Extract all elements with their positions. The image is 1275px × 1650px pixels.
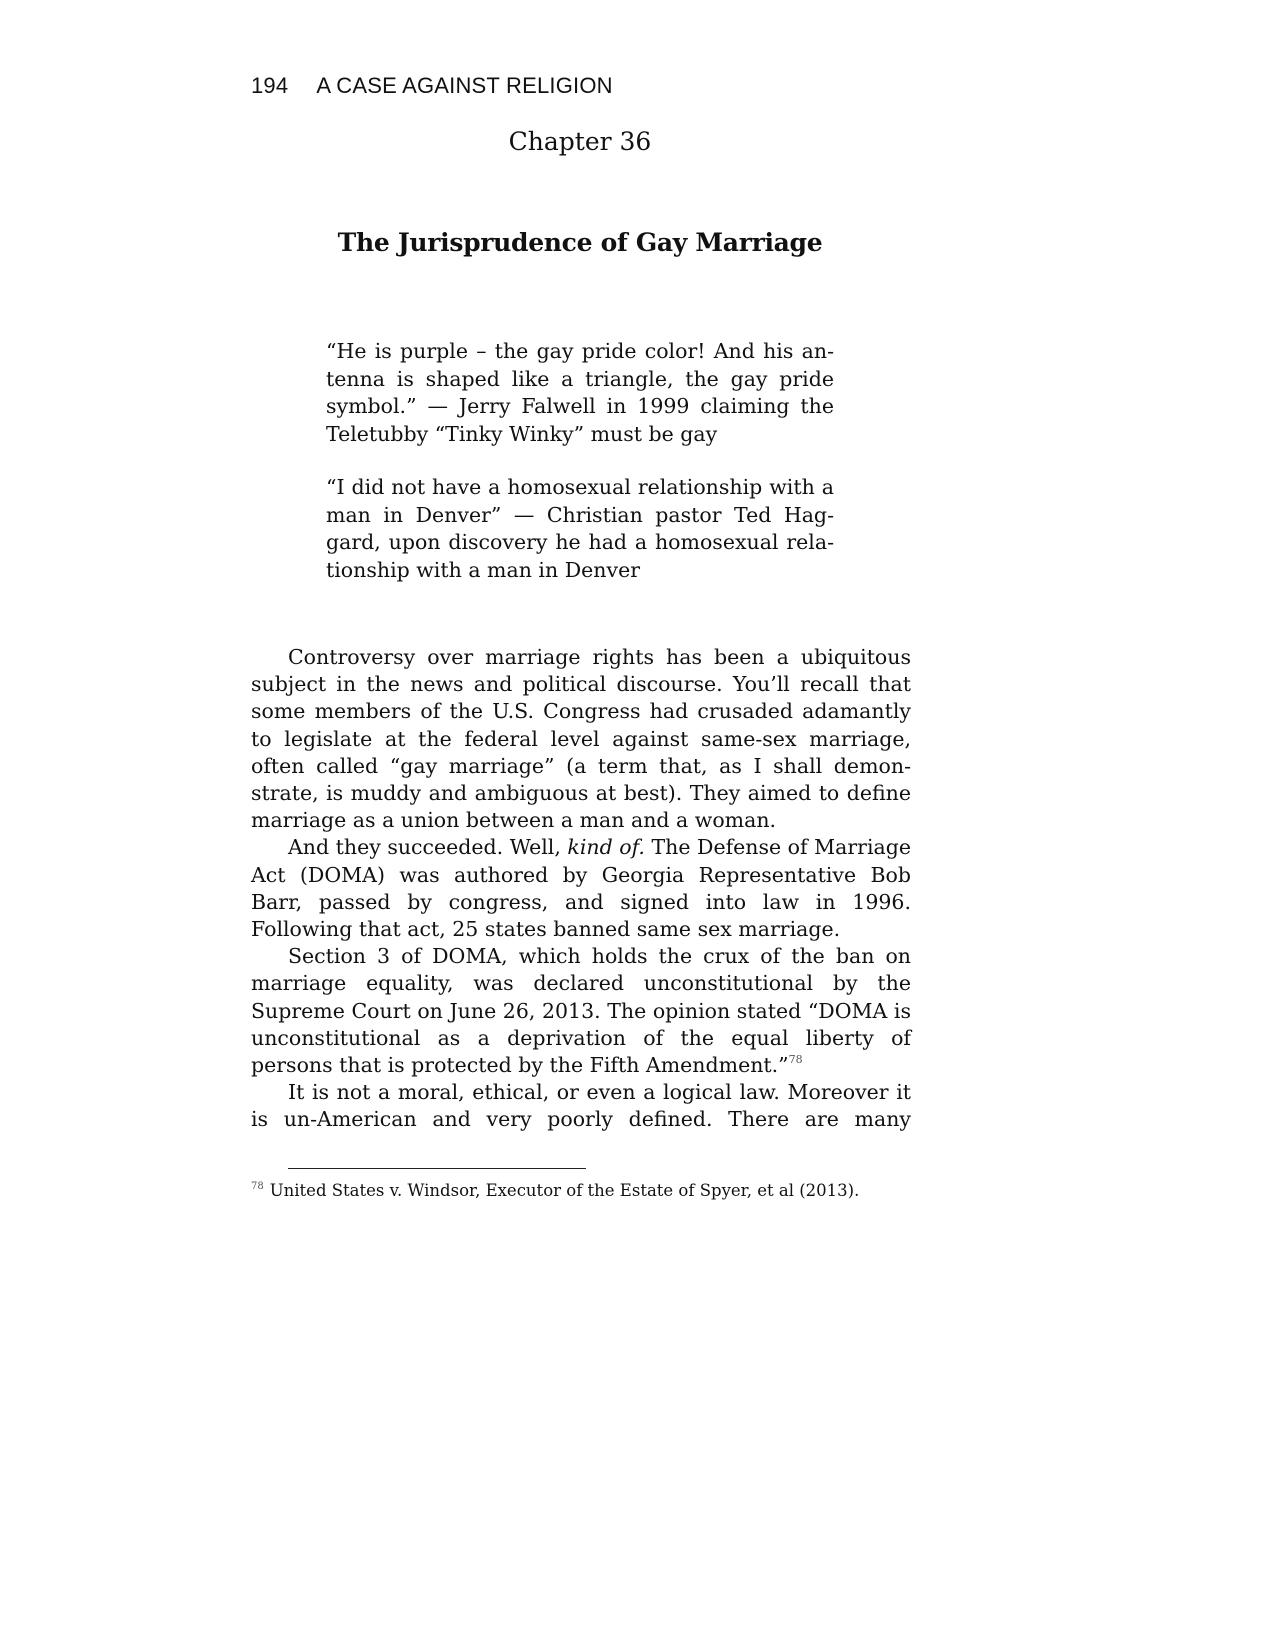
running-title: A CASE AGAINST RELIGION <box>316 73 613 98</box>
paragraph-2-end: The Defense of Marriage Act (DOMA) was authored by Georgia Representative Bob Barr, passed by congress, and signed into law in 1996. Following that act, 25 states banned same sex marriage. <box>251 835 911 942</box>
paragraph-3-text: Section 3 of DOMA, which holds the crux of the ban on marriage equality, was declared unconstitutional by the Supreme Court on June 26, 2013. The opinion stated “DOMA is unconstitutional as a deprivation of the equal liberty of persons that is protected by the Fifth Amendment.” <box>251 944 911 1078</box>
epigraph-falwell: “He is purple – the gay pride color! And his antenna is shaped like a triangle, the gay pride symbol.” — Jerry Falwell in 1999 claiming the Teletubby “Tinky Winky” must be gay <box>326 339 834 446</box>
running-header <box>251 73 613 99</box>
footnote-text: United States v. Windsor, Executor of the Estate of Spyer, et al (2013). <box>269 1181 860 1200</box>
footnote <box>251 1180 951 1202</box>
footnote-reference[interactable]: 78 <box>788 1053 803 1067</box>
footnote-divider <box>288 1168 586 1169</box>
chapter-title: The Jurisprudence of Gay Marriage <box>337 228 823 257</box>
paragraph-4: It is not a moral, ethical, or even a logical law. Moreover it is un-American and very poorly defined. There are many <box>251 1080 911 1132</box>
paragraph-2 <box>251 834 911 943</box>
paragraph-2-emphasis: kind of. <box>567 835 645 860</box>
paragraph-3 <box>251 943 911 1079</box>
paragraph-2-start: And they succeeded. Well, <box>288 835 568 860</box>
epigraph-haggard: “I did not have a homosexual relationship with a man in Denver” — Christian pastor Ted Haggard, upon discovery he had a homosexual relationship with a man in Denver <box>326 475 834 582</box>
page-number: 194 <box>251 73 289 98</box>
chapter-label: Chapter 36 <box>508 127 652 156</box>
paragraph-1: Controversy over marriage rights has been a ubiquitous subject in the news and political discourse. You’ll recall that some members of the U.S. Congress had crusaded adamantly to legislate at the federal level against same-sex marriage, often called “gay marriage” (a term that, as I shall demonstrate, is muddy and ambiguous at best). They aimed to define marriage as a union between a man and a woman. <box>251 645 911 833</box>
footnote-number: 78 <box>251 1181 264 1192</box>
body-text <box>251 644 911 1134</box>
